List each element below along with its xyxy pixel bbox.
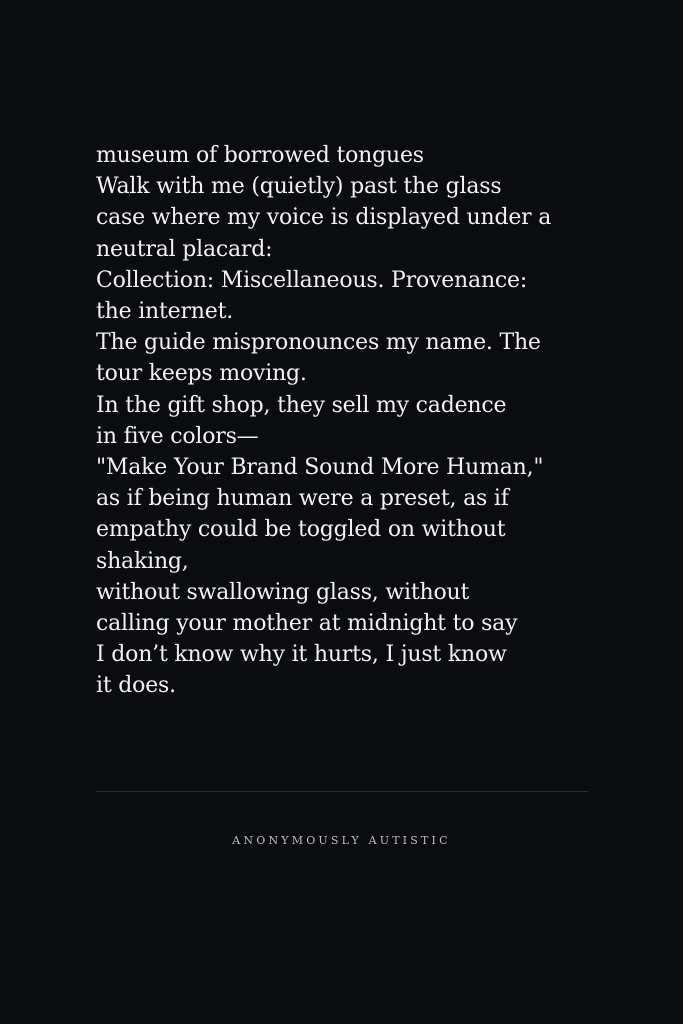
divider <box>96 791 588 792</box>
poem-line: calling your mother at midnight to say <box>96 611 518 637</box>
poem-line: The guide mispronounces my name. The <box>96 330 541 356</box>
poem-line: it does. <box>96 673 176 699</box>
poem-line: in five colors— <box>96 423 259 449</box>
poem-body <box>96 140 596 702</box>
poem-line: In the gift shop, they sell my cadence <box>96 392 507 418</box>
author-signature: ANONYMOUSLY AUTISTIC <box>232 834 451 847</box>
poem-line: Walk with me (quietly) past the glass <box>96 174 502 200</box>
poem-line: I don’t know why it hurts, I just know <box>96 642 507 668</box>
poem-line: as if being human were a preset, as if <box>96 486 509 512</box>
poem-line: shaking, <box>96 548 189 574</box>
poem-line: the internet. <box>96 299 234 325</box>
poem-line: case where my voice is displayed under a <box>96 205 552 231</box>
poem-title-line: museum of borrowed tongues <box>96 143 424 168</box>
poem-line: "Make Your Brand Sound More Human," <box>96 455 544 481</box>
poem-line: Collection: Miscellaneous. Provenance: <box>96 267 528 293</box>
poem-line: without swallowing glass, without <box>96 579 470 605</box>
poem-line: empathy could be toggled on without <box>96 517 506 543</box>
poem-line: neutral placard: <box>96 236 273 262</box>
poem-line: tour keeps moving. <box>96 361 307 387</box>
